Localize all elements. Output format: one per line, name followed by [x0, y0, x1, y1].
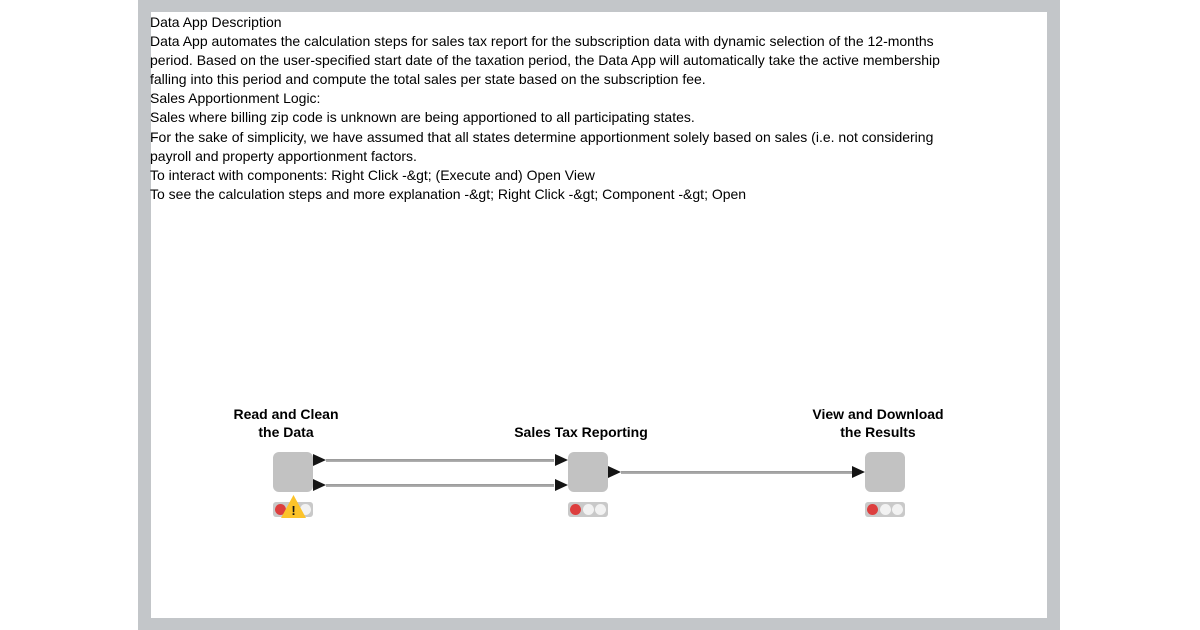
connection-line[interactable]	[326, 484, 554, 487]
component-node-body[interactable]	[273, 452, 313, 492]
node-view-and-download-the-results	[812, 406, 944, 492]
annotation-line: Sales Apportionment Logic:	[150, 90, 321, 107]
output-port-top-icon[interactable]	[313, 454, 326, 466]
status-bulb-red	[570, 504, 581, 515]
node-status-traffic-light	[865, 502, 905, 517]
node-sales-tax-reporting	[514, 424, 648, 492]
component-node-body[interactable]	[865, 452, 905, 492]
annotation-line: payroll and property apportionment factors.	[150, 147, 417, 164]
node-status-traffic-light	[568, 502, 608, 517]
node-read-and-clean-the-data	[233, 406, 339, 518]
status-bulb-middle	[583, 504, 594, 515]
output-port-bottom-icon[interactable]	[313, 479, 326, 491]
warning-icon	[281, 495, 306, 518]
annotation-line: To see the calculation steps and more explanation -&gt; Right Click -&gt; Component -&gt; Open	[150, 185, 747, 202]
annotation-title: Data App Description	[150, 14, 282, 30]
annotation-line: For the sake of simplicity, we have assumed that all states determine apportionment solely based on sales (i.e. not considering	[150, 128, 934, 145]
workflow-annotation	[150, 13, 940, 204]
node-label: Sales Tax Reporting	[514, 424, 648, 440]
status-bulb-right	[595, 504, 606, 515]
input-port-top-icon[interactable]	[555, 454, 568, 466]
node-label: Read and Clean the Data	[233, 406, 339, 440]
annotation-line: Sales where billing zip code is unknown are being apportioned to all participating states.	[150, 109, 695, 126]
input-port-icon[interactable]	[852, 466, 865, 478]
node-label: View and Download the Results	[812, 406, 944, 440]
connection-line[interactable]	[621, 471, 852, 474]
annotation-line: Data App automates the calculation steps for sales tax report for the subscription data with dynamic selection of the 12-months	[150, 33, 934, 50]
input-port-bottom-icon[interactable]	[555, 479, 568, 491]
status-bulb-right	[892, 504, 903, 515]
connection-line[interactable]	[326, 459, 554, 462]
status-bulb-red	[867, 504, 878, 515]
output-port-icon[interactable]	[608, 466, 621, 478]
annotation-line: period. Based on the user-specified start date of the taxation period, the Data App will automatically take the active membership	[150, 52, 940, 69]
status-bulb-middle	[880, 504, 891, 515]
component-node-body[interactable]	[568, 452, 608, 492]
warning-exclamation: !	[291, 503, 296, 518]
annotation-line: To interact with components: Right Click -&gt; (Execute and) Open View	[150, 166, 595, 183]
annotation-line: falling into this period and compute the total sales per state based on the subscription fee.	[150, 71, 706, 88]
